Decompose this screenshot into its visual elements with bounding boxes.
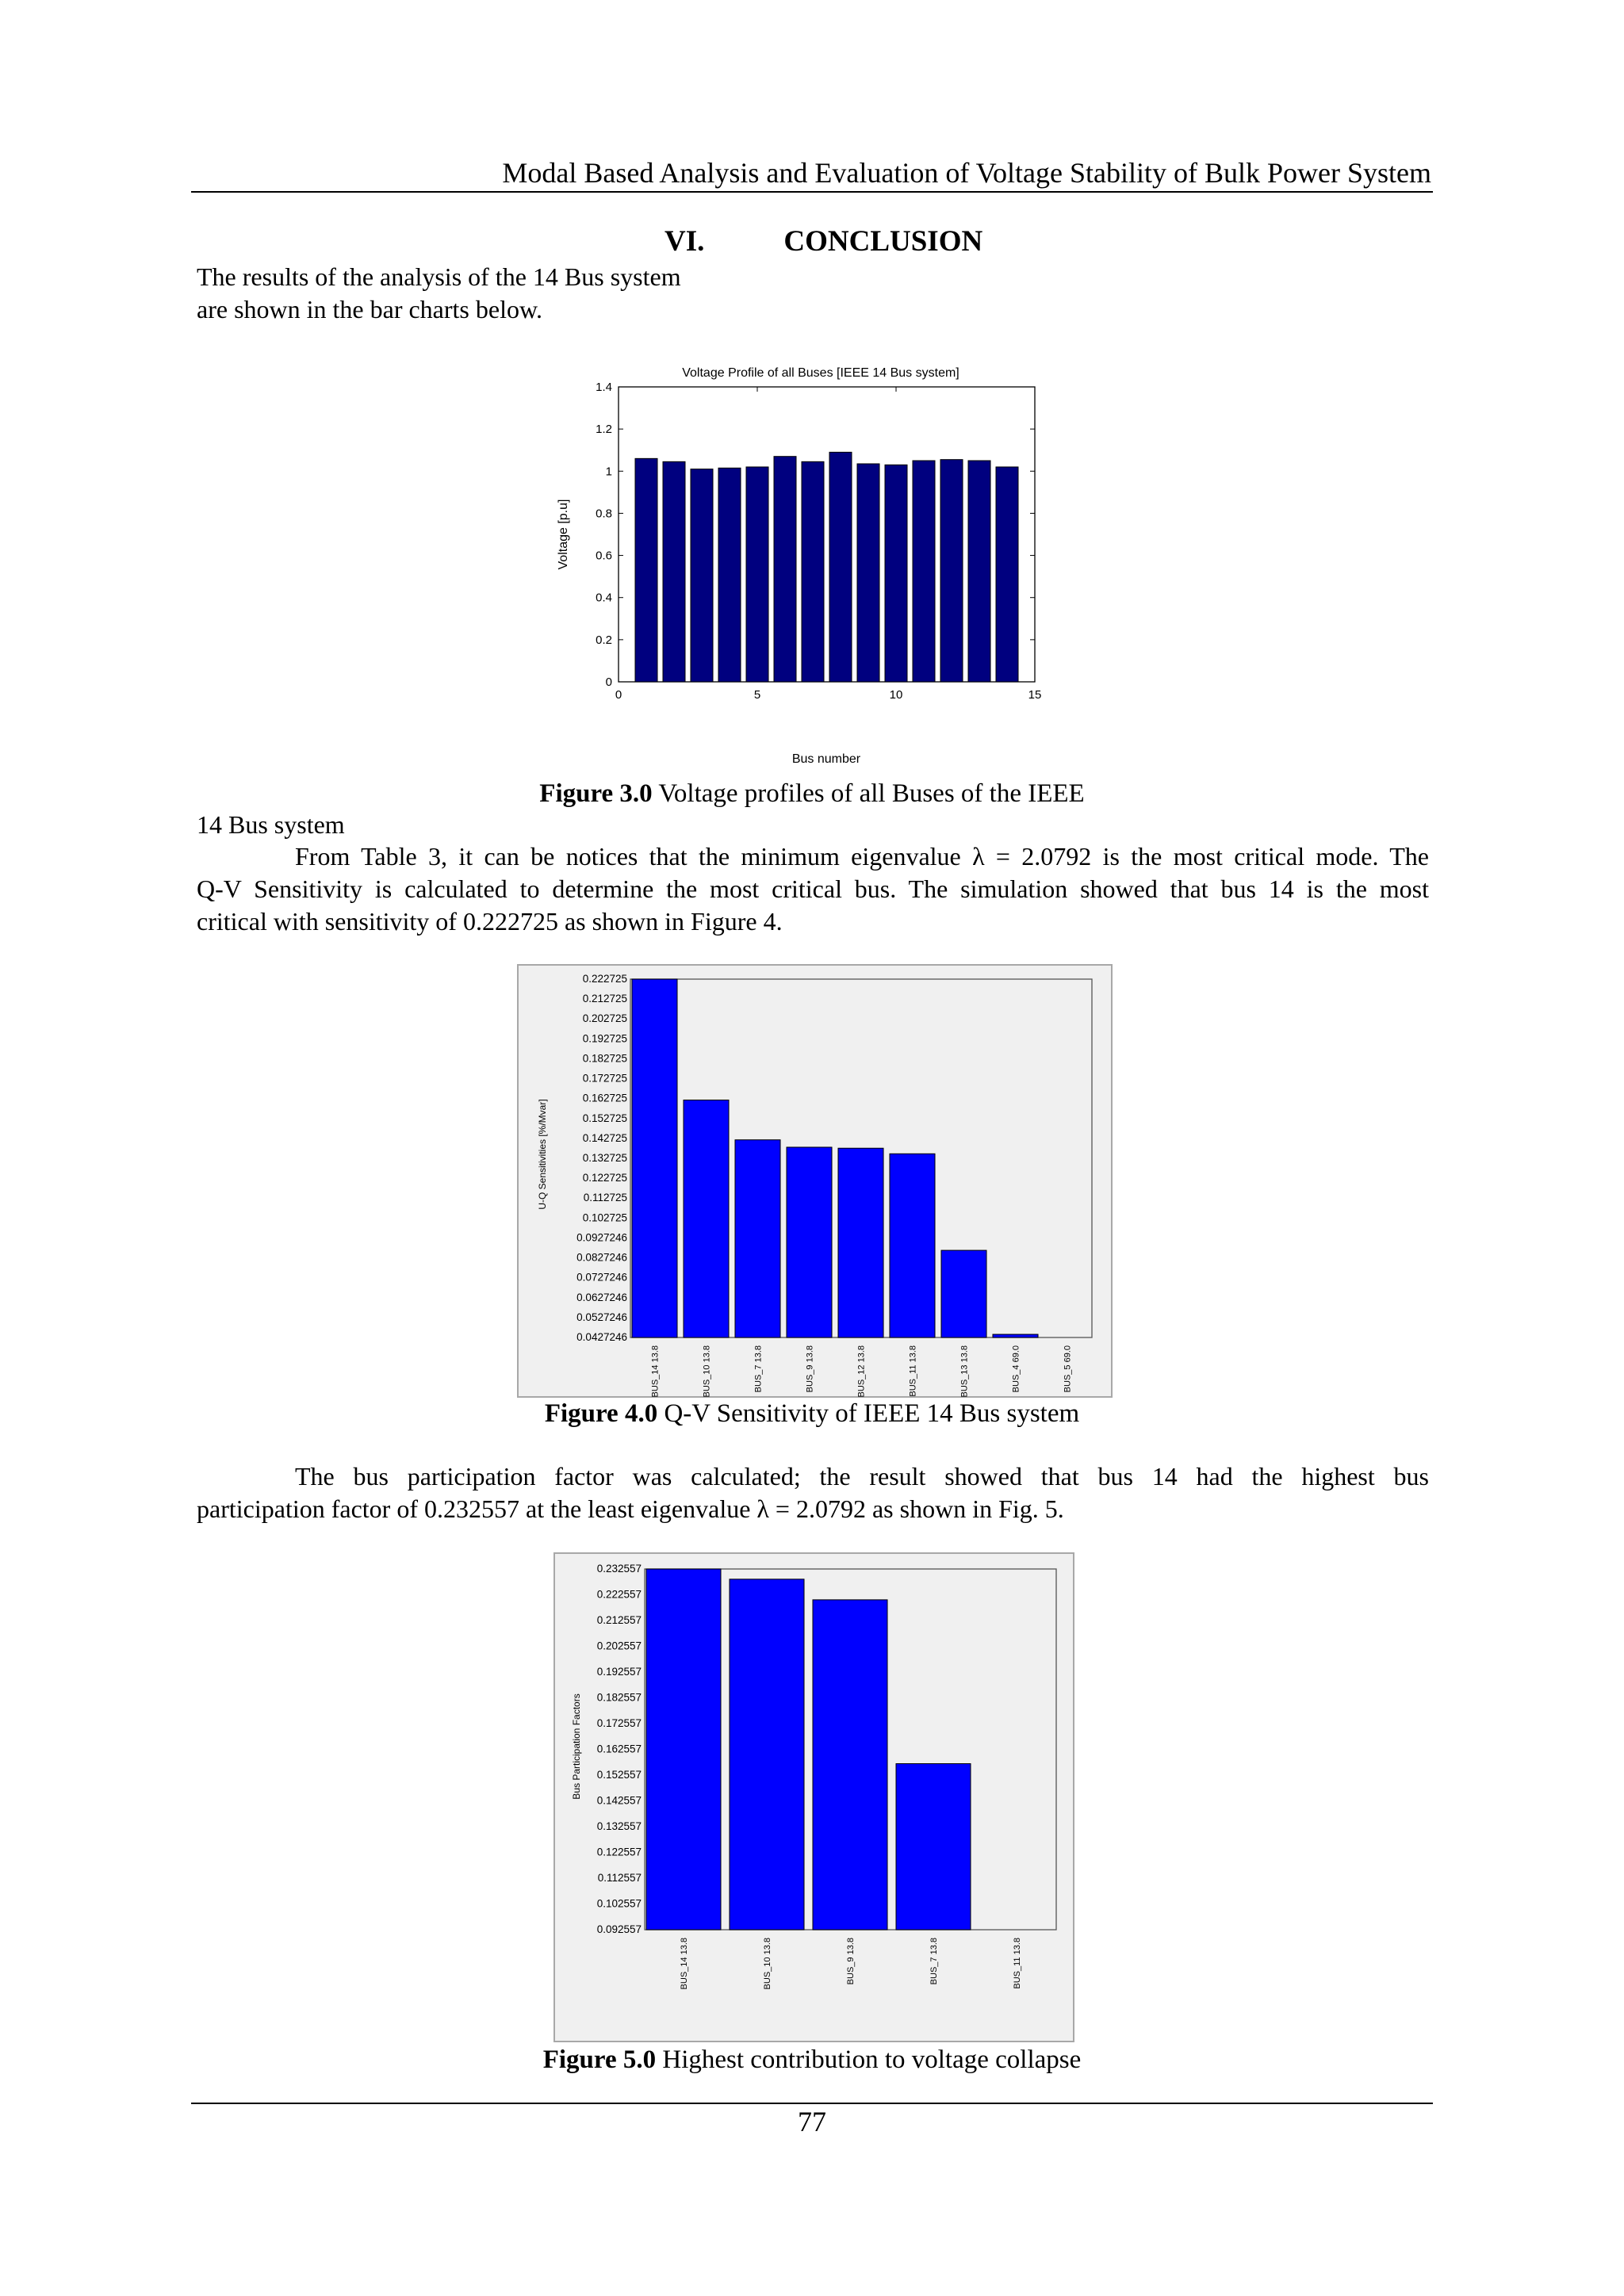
y-tick-label: 0.4 [596, 591, 612, 605]
figure-3-text: Voltage profiles of all Buses of the IEEE [652, 779, 1085, 808]
table3-line-2: Q-V Sensitivity is calculated to determine the most critical bus. The simulation showed that bus 14 is the most [197, 874, 1429, 903]
figure-5-label: Figure 5.0 [542, 2045, 657, 2074]
y-tick-label: 0 [605, 675, 612, 689]
x-category-label: BUS_10 13.8 [702, 1345, 712, 1398]
y-tick-label: 0.112725 [583, 1192, 627, 1204]
bar [968, 461, 990, 682]
bar [993, 1334, 1038, 1337]
figure-3-label: Figure 3.0 [539, 779, 653, 808]
figure-3-caption-tail: 14 Bus system [197, 810, 345, 839]
participation-line-1: The bus participation factor was calculated; the result showed that bus 14 had the highest bus [295, 1462, 1429, 1490]
bar [813, 1600, 887, 1930]
bar [774, 457, 796, 682]
y-axis-label: U-Q Sensitivities [%/Mvar] [537, 1099, 548, 1210]
page-number: 77 [798, 2106, 826, 2137]
bar [941, 1250, 986, 1337]
bar [663, 461, 685, 682]
table3-line-3: critical with sensitivity of 0.222725 as shown in Figure 4. [197, 907, 783, 936]
bar [646, 1569, 721, 1930]
y-tick-label: 0.0727246 [576, 1271, 627, 1284]
figure-4-label: Figure 4.0 [544, 1399, 658, 1428]
y-tick-label: 0.102557 [596, 1897, 642, 1910]
y-tick-label: 0.152725 [582, 1112, 627, 1124]
bar [730, 1579, 804, 1930]
x-category-label: BUS_11 13.8 [1013, 1938, 1022, 1989]
x-category-label: BUS_14 13.8 [650, 1345, 661, 1398]
x-category-label: BUS_11 13.8 [908, 1345, 918, 1397]
x-category-label: BUS_9 13.8 [805, 1345, 815, 1393]
y-tick-label: 0.212557 [596, 1614, 642, 1626]
x-category-label: BUS_7 13.8 [929, 1938, 939, 1985]
y-tick-label: 0.112557 [597, 1872, 642, 1884]
table3-line-1: From Table 3, it can be notices that the minimum eigenvalue λ = 2.0792 is the most critical mode. The [295, 842, 1429, 871]
y-tick-label: 0.122725 [582, 1172, 627, 1184]
bar [787, 1147, 832, 1337]
bar [890, 1154, 935, 1337]
x-tick-label: 5 [753, 688, 761, 702]
y-tick-label: 0.0827246 [576, 1251, 627, 1264]
figure-3-caption [0, 777, 1624, 810]
y-axis-label: Voltage [p.u] [557, 499, 570, 570]
chart-title: Voltage Profile of all Buses [IEEE 14 Bus system] [682, 366, 959, 380]
bar [691, 469, 713, 682]
bar [684, 1100, 729, 1337]
x-category-label: BUS_14 13.8 [680, 1938, 689, 1990]
y-tick-label: 1.4 [596, 381, 612, 394]
figure-5-caption [0, 2043, 1624, 2076]
x-axis-label: Bus number [791, 752, 861, 766]
bar [735, 1140, 780, 1337]
bar [885, 465, 907, 682]
bar [940, 460, 963, 682]
running-header: Modal Based Analysis and Evaluation of Voltage Stability of Bulk Power System [502, 157, 1431, 189]
y-tick-label: 0.162557 [596, 1743, 642, 1755]
x-category-label: BUS_4 69.0 [1011, 1345, 1021, 1393]
y-tick-label: 1.2 [596, 423, 612, 437]
voltage-profile-chart [547, 357, 1071, 777]
qv-sensitivity-chart [517, 964, 1113, 1398]
y-tick-label: 0.6 [596, 549, 612, 563]
bar [896, 1764, 971, 1930]
bar [746, 467, 768, 682]
bar [718, 468, 741, 682]
y-tick-label: 0.182725 [582, 1052, 627, 1065]
bar [996, 467, 1018, 682]
y-tick-label: 0.102725 [582, 1211, 627, 1224]
x-category-label: BUS_12 13.8 [856, 1345, 867, 1398]
y-tick-label: 0.222725 [582, 973, 627, 985]
intro-line-2: are shown in the bar charts below. [197, 295, 542, 323]
y-tick-label: 0.8 [596, 507, 612, 521]
y-tick-label: 0.212725 [582, 993, 627, 1005]
x-category-label: BUS_13 13.8 [959, 1345, 970, 1398]
footer-rule [191, 2103, 1433, 2104]
y-tick-label: 0.132557 [596, 1820, 642, 1832]
participation-factor-chart [553, 1552, 1074, 2042]
y-tick-label: 0.0627246 [576, 1291, 627, 1303]
bar [802, 461, 824, 682]
x-tick-label: 10 [889, 688, 903, 702]
y-tick-label: 0.162725 [582, 1092, 627, 1104]
y-tick-label: 0.092557 [596, 1923, 642, 1935]
y-tick-label: 0.0427246 [576, 1331, 627, 1343]
y-axis-label: Bus Participation Factors [571, 1693, 582, 1800]
x-tick-label: 15 [1028, 688, 1042, 702]
y-tick-label: 0.232557 [596, 1563, 642, 1575]
y-tick-label: 0.202725 [582, 1012, 627, 1025]
bar [635, 458, 657, 682]
x-category-label: BUS_5 69.0 [1063, 1345, 1073, 1393]
y-tick-label: 0.2 [596, 633, 612, 647]
bar [829, 452, 852, 682]
intro-line-1: The results of the analysis of the 14 Bus system [197, 262, 681, 291]
bar [838, 1148, 883, 1337]
y-tick-label: 0.172557 [596, 1717, 642, 1729]
figure-5-text: Highest contribution to voltage collapse [656, 2045, 1082, 2074]
y-tick-label: 0.0927246 [576, 1231, 627, 1244]
y-tick-label: 0.182557 [596, 1691, 642, 1704]
y-tick-label: 0.142557 [596, 1794, 642, 1807]
participation-line-2: participation factor of 0.232557 at the least eigenvalue λ = 2.0792 as shown in Fig. 5. [197, 1494, 1064, 1523]
y-tick-label: 0.172725 [582, 1072, 627, 1085]
y-tick-label: 0.122557 [596, 1846, 642, 1858]
y-tick-label: 0.192725 [582, 1032, 627, 1045]
y-tick-label: 0.222557 [596, 1588, 642, 1601]
y-tick-label: 1 [605, 465, 612, 479]
section-title: CONCLUSION [783, 225, 983, 258]
figure-4-text: Q-V Sensitivity of IEEE 14 Bus system [657, 1399, 1080, 1428]
header-rule [191, 191, 1433, 193]
y-tick-label: 0.0527246 [576, 1311, 627, 1323]
y-tick-label: 0.202557 [596, 1640, 642, 1652]
x-category-label: BUS_7 13.8 [753, 1345, 764, 1393]
section-number: VI. [665, 225, 705, 258]
y-tick-label: 0.192557 [596, 1666, 642, 1678]
y-tick-label: 0.142725 [582, 1131, 627, 1144]
x-category-label: BUS_9 13.8 [846, 1938, 856, 1985]
figure-4-caption [0, 1397, 1624, 1430]
bar [913, 461, 935, 682]
x-category-label: BUS_10 13.8 [763, 1938, 772, 1990]
section-heading [665, 224, 982, 258]
y-tick-label: 0.132725 [582, 1151, 627, 1164]
bar [632, 979, 677, 1337]
x-tick-label: 0 [615, 688, 622, 702]
y-tick-label: 0.152557 [596, 1769, 642, 1781]
bar [857, 464, 879, 682]
